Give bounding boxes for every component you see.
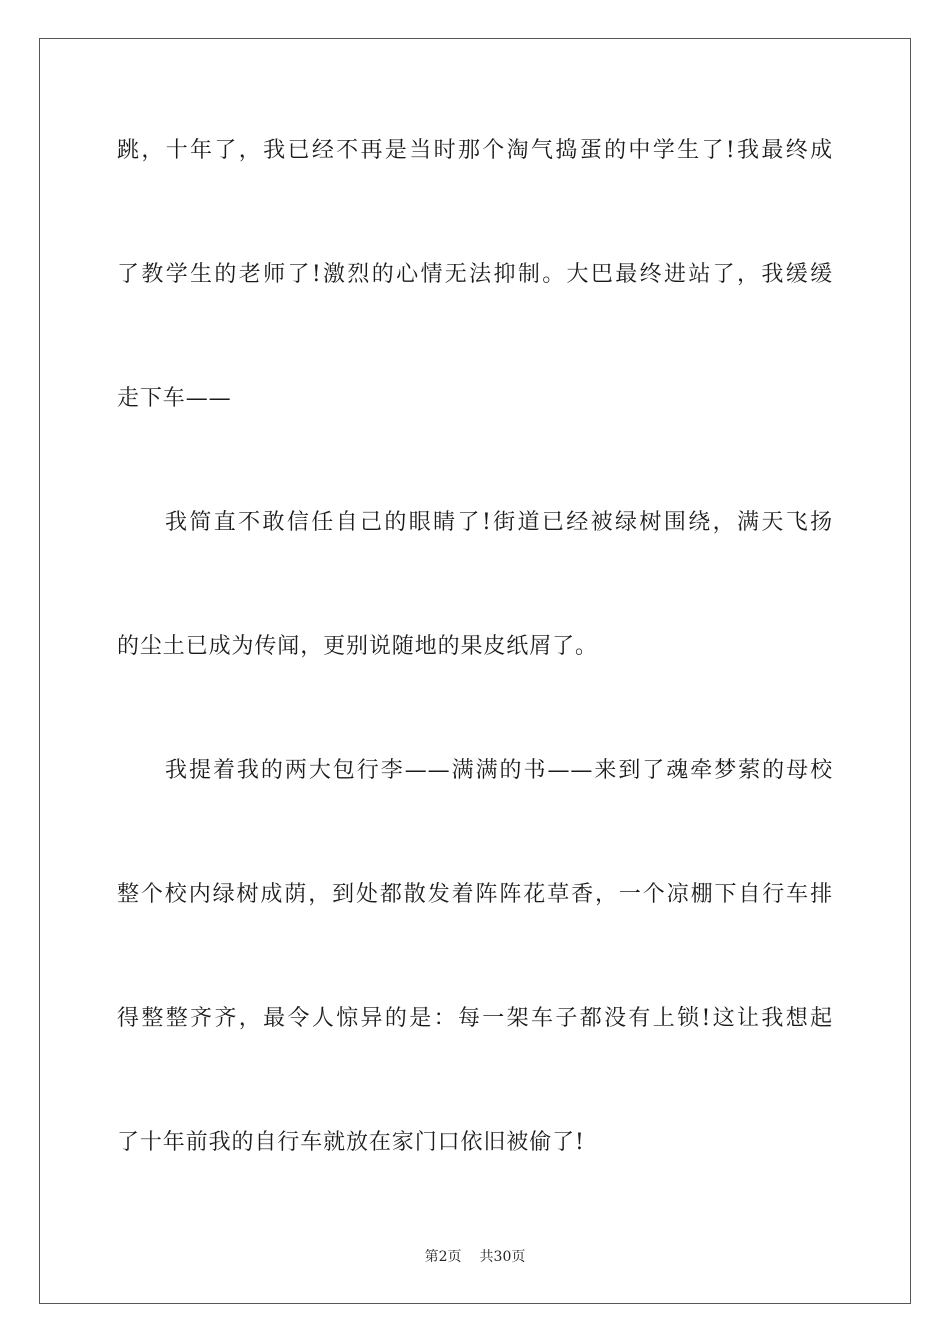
- text-line-2: 了教学生的老师了!激烈的心情无法抑制。大巴最终进站了，我缓缓: [117, 262, 833, 287]
- text-line-8: 得整整齐齐，最令人惊异的是：每一架车子都没有上锁!这让我想起: [117, 1006, 833, 1031]
- text-line-5: 的尘土已成为传闻，更别说随地的果皮纸屑了。: [117, 634, 598, 659]
- text-line-1: 跳，十年了，我已经不再是当时那个淘气捣蛋的中学生了!我最终成: [117, 138, 833, 163]
- text-line-3: 走下车——: [117, 386, 232, 411]
- text-line-7: 整个校内绿树成荫，到处都散发着阵阵花草香，一个凉棚下自行车排: [117, 882, 833, 907]
- text-line-6: 我提着我的两大包行李——满满的书——来到了魂牵梦萦的母校: [165, 758, 833, 783]
- page-number: 第2页: [424, 1249, 462, 1265]
- text-line-9: 了十年前我的自行车就放在家门口依旧被偷了!: [117, 1130, 585, 1155]
- text-line-4: 我简直不敢信任自己的眼睛了!街道已经被绿树围绕，满天飞扬: [165, 510, 833, 535]
- page-total: 共30页: [479, 1249, 526, 1265]
- page-border: [39, 38, 911, 1304]
- page-footer: [0, 1248, 950, 1266]
